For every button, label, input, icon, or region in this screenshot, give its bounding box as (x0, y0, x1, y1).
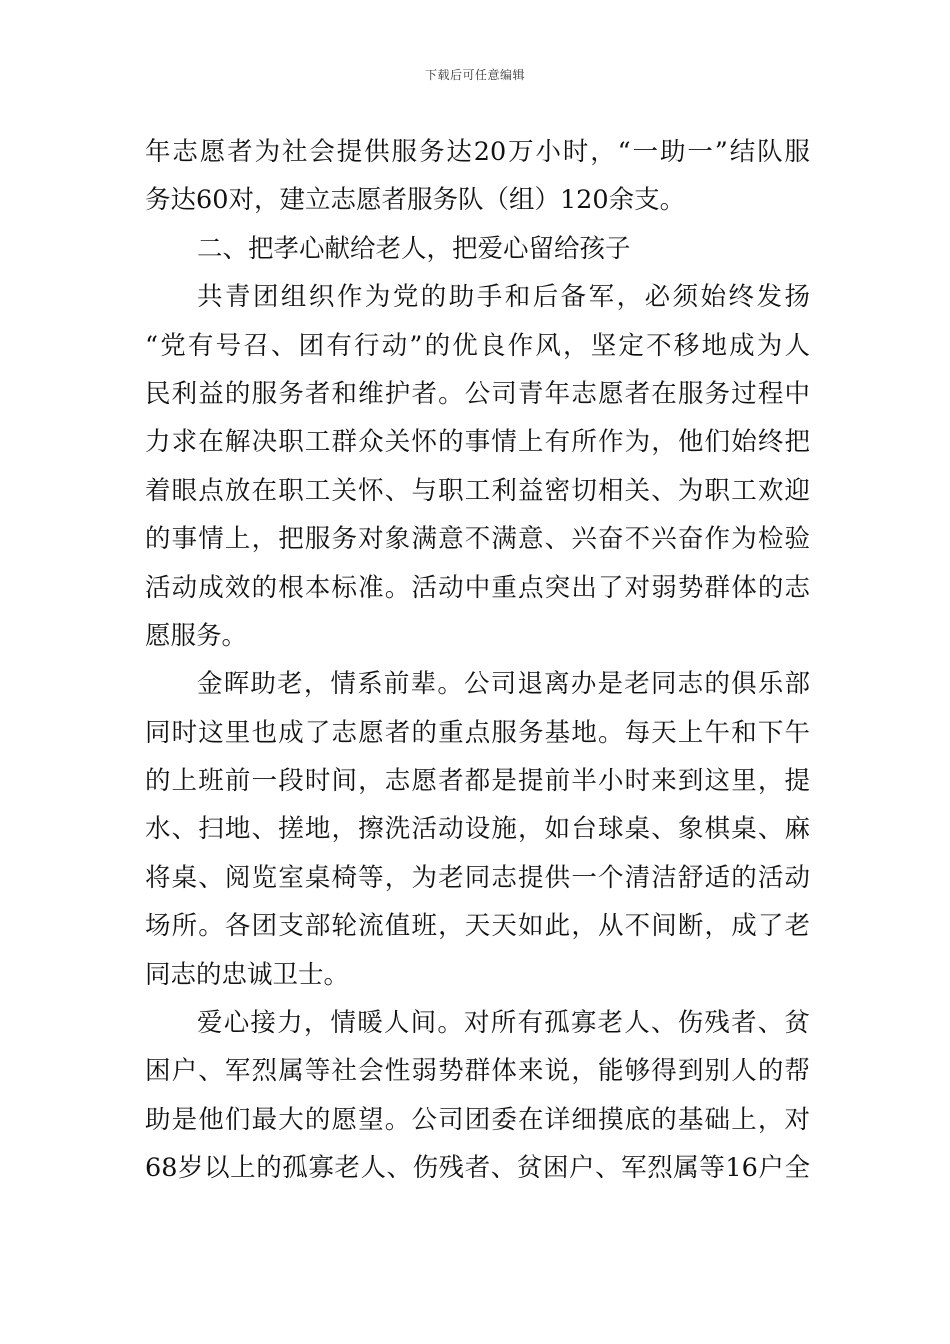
paragraph-first-line: 爱心接力，情暖人间。对所有孤寡老人、伤残者、贫 (197, 1008, 810, 1039)
paragraph-first-line: 共青团组织作为党的助手和后备军，必须始终发扬 (197, 282, 810, 313)
text-line: 将桌、阅览室桌椅等，为老同志提供一个清洁舒适的活动 (145, 862, 810, 893)
page-header-note: 下载后可任意编辑 (424, 68, 525, 82)
text-line: 的上班前一段时间，志愿者都是提前半小时来到这里，提 (145, 766, 810, 797)
text-line: 助是他们最大的愿望。公司团委在详细摸底的基础上，对 (145, 1104, 810, 1135)
text-line: “党有号召、团有行动”的优良作风，坚定不移地成为人 (145, 330, 810, 361)
text-line: 同时这里也成了志愿者的重点服务基地。每天上午和下午 (145, 717, 810, 748)
text-line: 年志愿者为社会提供服务达20万小时，“一助一”结队服 (145, 137, 810, 167)
text-line: 同志的忠诚卫士。 (145, 959, 350, 990)
text-line: 务达60对，建立志愿者服务队（组）120余支。 (145, 185, 686, 216)
text-line: 力求在解决职工群众关怀的事情上有所作为，他们始终把 (145, 427, 810, 458)
text-line: 民利益的服务者和维护者。公司青年志愿者在服务过程中 (145, 378, 810, 409)
text-line: 68岁以上的孤寡老人、伤残者、贫困户、军烈属等16户全 (145, 1153, 810, 1184)
text-line: 活动成效的根本标准。活动中重点突出了对弱势群体的志 (145, 572, 810, 603)
paragraph-first-line: 金晖助老，情系前辈。公司退离办是老同志的俱乐部 (197, 669, 810, 700)
text-line: 困户、军烈属等社会性弱势群体来说，能够得到别人的帮 (145, 1056, 810, 1087)
text-line: 愿服务。 (145, 620, 248, 651)
text-line: 场所。各团支部轮流值班，天天如此，从不间断，成了老 (145, 911, 810, 942)
document-body (145, 128, 810, 1193)
text-line: 的事情上，把服务对象满意不满意、兴奋不兴奋作为检验 (145, 524, 810, 555)
text-line: 着眼点放在职工关怀、与职工利益密切相关、为职工欢迎 (145, 475, 810, 506)
section-heading: 二、把孝心献给老人，把爱心留给孩子 (197, 233, 631, 264)
text-line: 水、扫地、搓地，擦洗活动设施，如台球桌、象棋桌、麻 (145, 814, 810, 845)
